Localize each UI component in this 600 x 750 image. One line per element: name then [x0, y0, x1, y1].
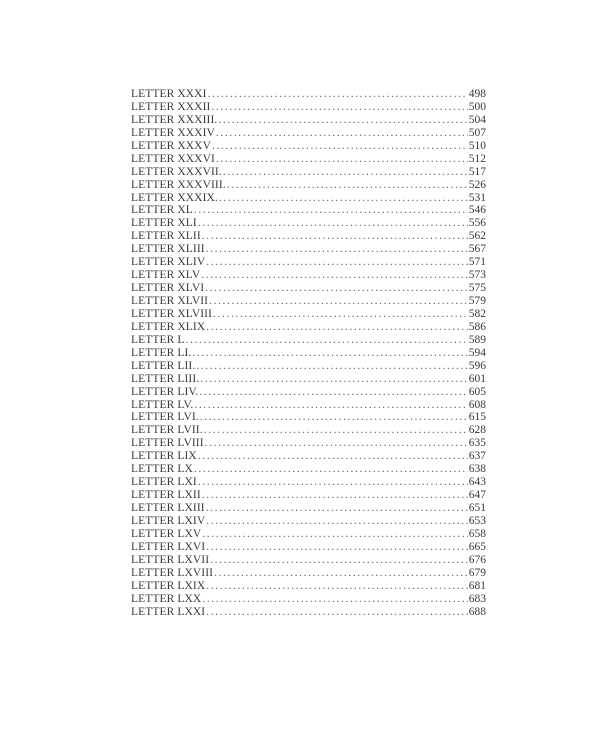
toc-entry — [131, 88, 486, 101]
toc-entry-page-number: 637 — [468, 450, 486, 463]
dot-leader — [206, 502, 468, 515]
dot-leader — [227, 179, 468, 192]
dot-leader — [198, 476, 468, 489]
toc-entry — [131, 282, 486, 295]
toc-entry — [131, 463, 486, 476]
toc-entry-page-number: 605 — [468, 385, 486, 398]
dot-leader — [202, 230, 468, 243]
toc-entry-title: LETTER LXII — [131, 489, 201, 502]
toc-entry-title: LETTER LVII. — [131, 424, 203, 437]
dot-leader — [216, 127, 468, 140]
toc-entry-title: LETTER LXIII — [131, 502, 205, 514]
toc-entry-page-number: 608 — [468, 398, 486, 411]
toc-entry-page-number: 681 — [468, 579, 486, 592]
toc-entry-title: LETTER XLVIII — [131, 307, 213, 320]
dot-leader — [219, 192, 468, 205]
toc-entry — [131, 502, 486, 515]
dot-leader — [199, 386, 467, 399]
toc-entry-page-number: 594 — [468, 346, 486, 359]
toc-entry-title: LETTER XXXIX. — [131, 191, 218, 204]
dot-leader — [212, 140, 468, 153]
toc-entry — [131, 541, 486, 554]
toc-entry-page-number: 651 — [468, 502, 486, 514]
toc-entry-page-number: 676 — [468, 553, 486, 566]
toc-entry-title: LETTER LII. — [131, 359, 196, 372]
dot-leader — [223, 166, 468, 179]
toc-entry-title: LETTER LV. — [131, 398, 194, 411]
toc-entry-page-number: 498 — [468, 88, 486, 100]
toc-entry-page-number: 688 — [468, 605, 486, 618]
dot-leader — [192, 347, 467, 360]
toc-entry — [131, 450, 486, 463]
toc-entry — [131, 424, 486, 437]
dot-leader — [202, 528, 467, 541]
dot-leader — [205, 437, 468, 450]
toc-entry-title: LETTER XXXIII. — [131, 113, 218, 126]
dot-leader — [206, 606, 468, 619]
toc-entry-title: LETTER XLIII — [131, 243, 205, 256]
toc-entry — [131, 567, 486, 580]
dot-leader — [202, 489, 468, 502]
toc-entry — [131, 140, 486, 153]
toc-entry-page-number: 635 — [468, 437, 486, 450]
dot-leader — [198, 217, 468, 230]
toc-entry-title: LETTER LX — [131, 463, 193, 476]
toc-entry — [131, 192, 486, 205]
toc-entry — [131, 476, 486, 489]
toc-entry — [131, 153, 486, 166]
toc-entry-page-number: 596 — [468, 359, 486, 372]
toc-entry — [131, 399, 486, 412]
toc-entry-title: LETTER XXXVII. — [131, 165, 222, 178]
dot-leader — [206, 321, 468, 334]
toc-entry-title: LETTER XLV — [131, 269, 201, 282]
toc-entry-title: LETTER LXX — [131, 592, 202, 605]
toc-entry-page-number: 647 — [468, 489, 486, 502]
toc-entry — [131, 243, 486, 256]
toc-entry-title: LETTER XLIX — [131, 320, 206, 333]
dot-leader — [202, 593, 467, 606]
toc-entry-page-number: 586 — [468, 320, 486, 333]
dot-leader — [194, 399, 467, 412]
toc-entry-page-number: 665 — [468, 540, 486, 553]
toc-entry — [131, 580, 486, 593]
dot-leader — [198, 450, 468, 463]
toc-entry — [131, 334, 486, 347]
toc-entry-title: LETTER XXXVI — [131, 152, 215, 165]
dot-leader — [201, 269, 468, 282]
toc-entry-page-number: 567 — [468, 243, 486, 256]
toc-entry-title: LETTER LXV — [131, 527, 202, 540]
toc-entry — [131, 321, 486, 334]
toc-entry-title: LETTER LI. — [131, 346, 192, 359]
dot-leader — [206, 243, 468, 256]
toc-entry — [131, 528, 486, 541]
toc-entry-title: LETTER XXXIV — [131, 126, 215, 139]
toc-entry-title: LETTER L — [131, 333, 185, 346]
toc-entry-title: LETTER XL — [131, 204, 193, 217]
toc-entry — [131, 593, 486, 606]
dot-leader — [208, 88, 468, 101]
toc-entry-page-number: 512 — [468, 152, 486, 165]
dot-leader — [209, 295, 468, 308]
dot-leader — [194, 204, 468, 217]
toc-entry-page-number: 500 — [468, 100, 486, 113]
toc-entry — [131, 411, 486, 424]
toc-entry — [131, 386, 486, 399]
toc-entry-title: LETTER LIV. — [131, 385, 199, 398]
dot-leader — [216, 153, 468, 166]
toc-entry-title: LETTER LXVIII — [131, 566, 214, 579]
toc-entry — [131, 437, 486, 450]
toc-entry — [131, 606, 486, 619]
toc-entry — [131, 179, 486, 192]
toc-entry-page-number: 507 — [468, 126, 486, 139]
dot-leader — [200, 411, 468, 424]
toc-entry-title: LETTER XXXII — [131, 100, 211, 113]
toc-entry-title: LETTER LXIV — [131, 514, 206, 527]
toc-entry-page-number: 589 — [468, 333, 486, 346]
toc-entry-page-number: 582 — [468, 307, 486, 320]
toc-entry — [131, 204, 486, 217]
toc-entry-page-number: 638 — [468, 463, 486, 476]
toc-entry-page-number: 510 — [468, 139, 486, 152]
toc-entry-title: LETTER LIX — [131, 450, 197, 463]
dot-leader — [200, 373, 467, 386]
toc-entry — [131, 230, 486, 243]
dot-leader — [196, 360, 467, 373]
dot-leader — [205, 282, 468, 295]
toc-entry — [131, 554, 486, 567]
toc-entry — [131, 101, 486, 114]
toc-entry-title: LETTER LXI — [131, 476, 197, 489]
toc-entry-page-number: 575 — [468, 282, 486, 295]
toc-entry-title: LETTER LXVII — [131, 553, 210, 566]
toc-entry-page-number: 573 — [468, 269, 486, 282]
toc-entry-page-number: 531 — [468, 191, 486, 204]
toc-entry — [131, 217, 486, 230]
toc-entry-title: LETTER LVI. — [131, 411, 199, 424]
toc-entry-title: LETTER LXXI — [131, 605, 206, 618]
dot-leader — [194, 463, 468, 476]
toc-entry-title: LETTER XLII — [131, 230, 201, 243]
toc-entry — [131, 489, 486, 502]
dot-leader — [206, 541, 468, 554]
toc-entry-page-number: 653 — [468, 514, 486, 527]
toc-entry — [131, 308, 486, 321]
dot-leader — [206, 515, 468, 528]
toc-entry — [131, 347, 486, 360]
toc-entry-title: LETTER LXVI — [131, 540, 206, 553]
toc-entry-page-number: 658 — [468, 527, 486, 540]
toc-entry-page-number: 679 — [468, 566, 486, 579]
dot-leader — [186, 334, 468, 347]
dot-leader — [218, 114, 467, 127]
toc-entry-page-number: 571 — [468, 256, 486, 269]
toc-entry-page-number: 517 — [468, 165, 486, 178]
toc-entry — [131, 515, 486, 528]
toc-entry-page-number: 546 — [468, 204, 486, 217]
toc-entry-page-number: 526 — [468, 178, 486, 191]
toc-entry-title: LETTER XXXV — [131, 139, 211, 152]
toc-entry-page-number: 628 — [468, 424, 486, 437]
dot-leader — [204, 424, 468, 437]
toc-entry-page-number: 579 — [468, 295, 486, 307]
toc-entry-page-number: 601 — [468, 372, 486, 385]
toc-entry — [131, 166, 486, 179]
toc-entry-title: LETTER XXXVIII. — [131, 178, 226, 191]
toc-entry-title: LETTER XLVII — [131, 295, 209, 307]
toc-entry-title: LETTER LXIX — [131, 579, 206, 592]
dot-leader — [206, 580, 468, 593]
toc-entry-title: LETTER XLIV — [131, 256, 206, 269]
toc-entry-page-number: 504 — [468, 113, 486, 126]
toc-entry — [131, 360, 486, 373]
toc-entry-title: LETTER XLVI — [131, 282, 205, 295]
toc-entry-title: LETTER LVIII — [131, 437, 204, 450]
toc-entry-title: LETTER XLI — [131, 217, 197, 230]
toc-entry — [131, 295, 486, 308]
toc-entry — [131, 256, 486, 269]
toc-entry — [131, 269, 486, 282]
dot-leader — [213, 308, 468, 321]
toc-entry — [131, 373, 486, 386]
toc-entry-page-number: 556 — [468, 217, 486, 230]
dot-leader — [210, 554, 468, 567]
table-of-contents — [131, 88, 486, 618]
toc-entry-page-number: 683 — [468, 592, 486, 605]
toc-entry-title: LETTER XXXI — [131, 88, 207, 100]
toc-entry — [131, 127, 486, 140]
toc-entry-page-number: 615 — [468, 411, 486, 424]
toc-entry-title: LETTER LIII. — [131, 372, 200, 385]
toc-entry-page-number: 643 — [468, 476, 486, 489]
dot-leader — [211, 101, 467, 114]
toc-entry — [131, 114, 486, 127]
dot-leader — [214, 567, 468, 580]
toc-entry-page-number: 562 — [468, 230, 486, 243]
dot-leader — [206, 256, 468, 269]
